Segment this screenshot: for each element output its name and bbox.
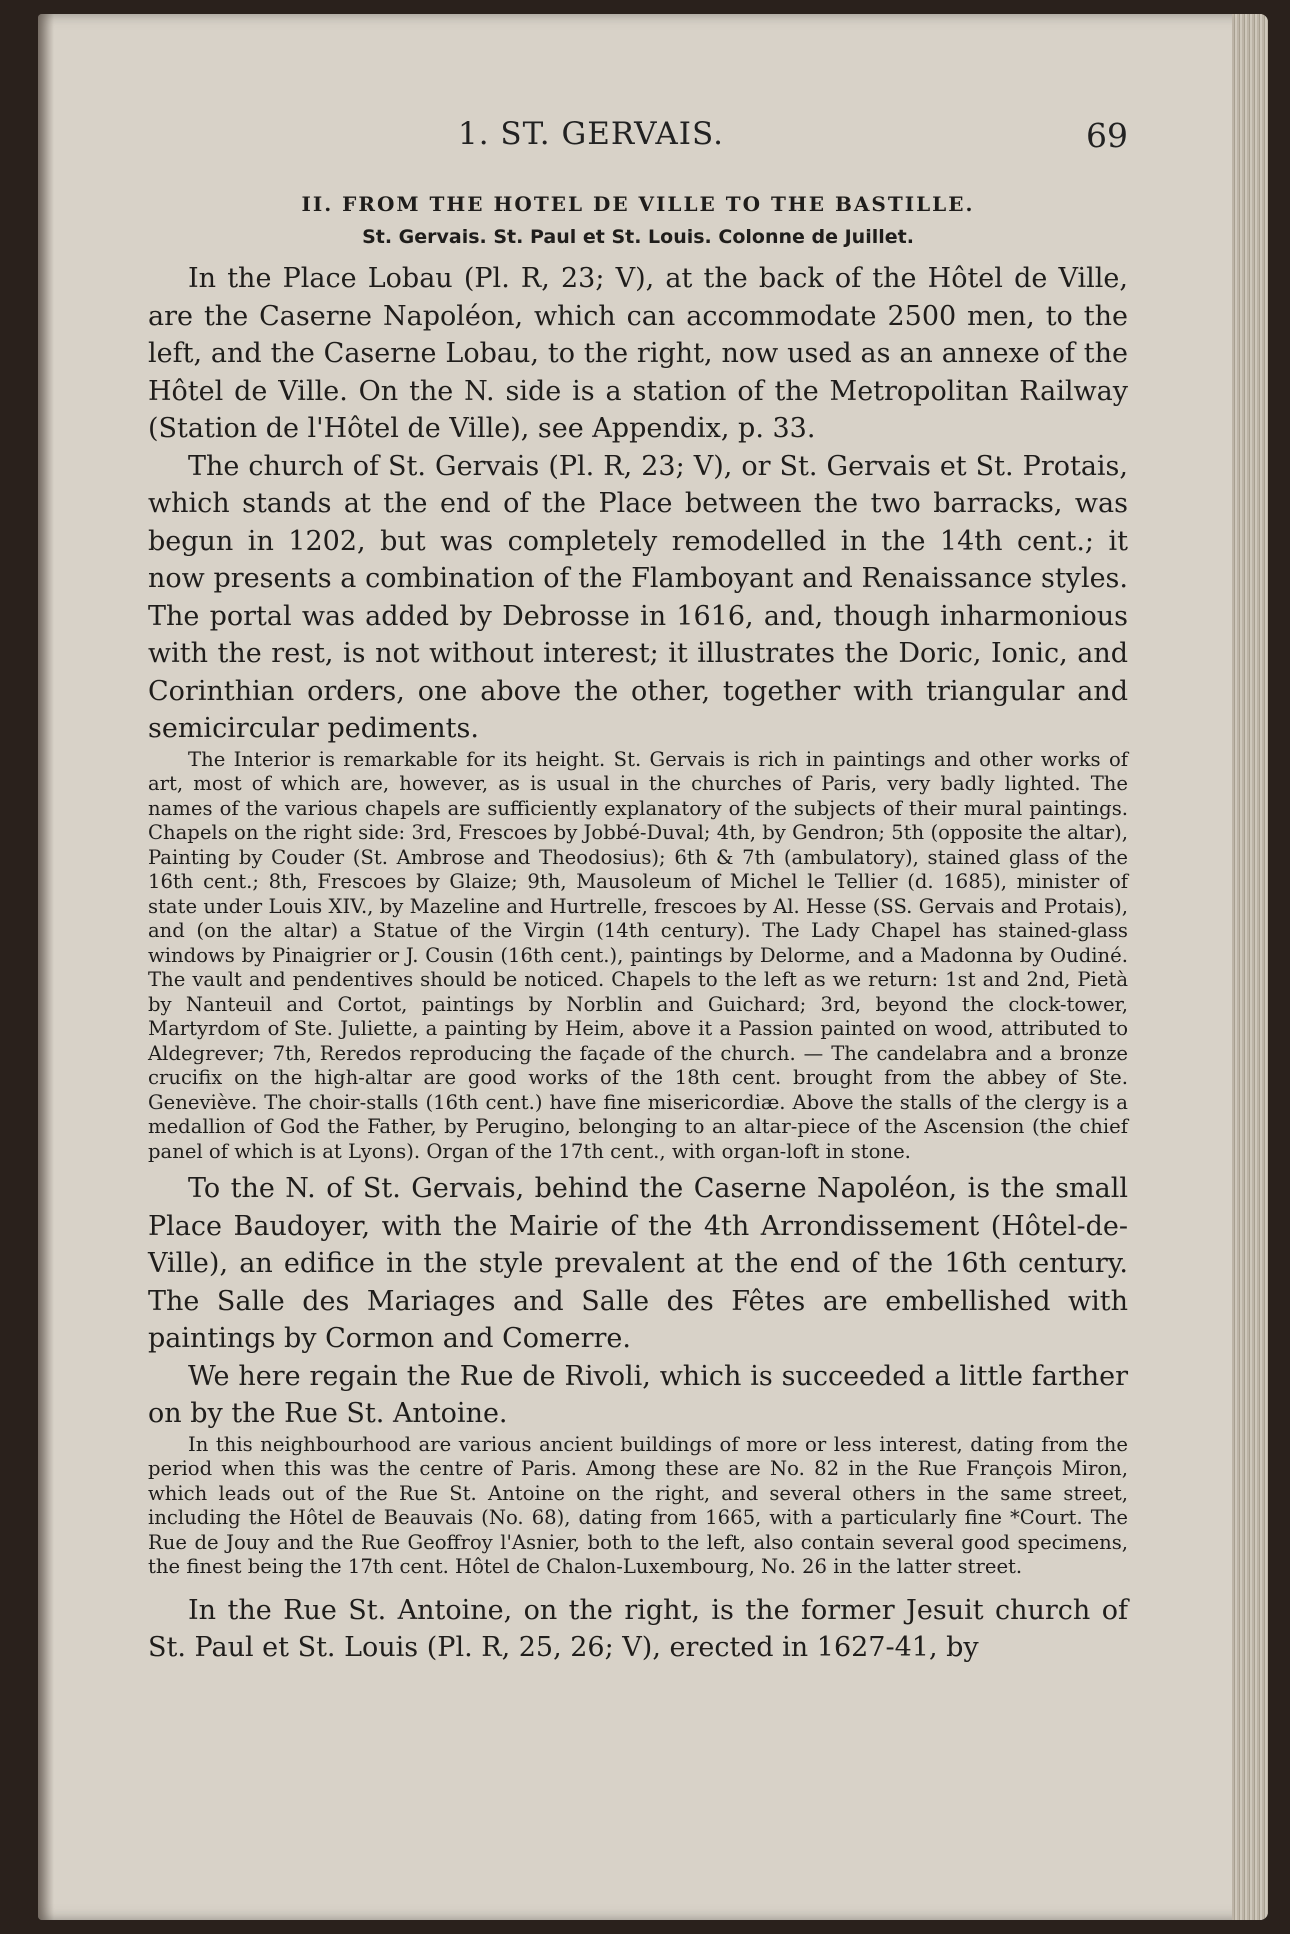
paragraph-place-lobau: In the Place Lobau (Pl. R, 23; V), at the back of the Hôtel de Ville, are the Caserne Napoléon, which can accommodate 2500 men, to the left, and the Caserne Lobau, to the right, now used as an annexe of the Hôtel de Ville. On the N. side is a station of the Metropolitan Railway (Station de l'Hôtel de Ville), see Appendix, p. 33.	[148, 263, 1128, 444]
paragraph-neighbourhood: In this neighbourhood are various ancient buildings of more or less interest, dating from the period when this was the centre of Paris. Among these are No. 82 in the Rue François Miron, which leads out of the Rue St. Antoine on the right, and several others in the same street, including the Hôtel de Beauvais (No. 68), dating from 1665, with a particularly fine *Court. The Rue de Jouy and the Rue Geoffroy l'Asnier, both to the left, also contain several good specimens, the finest being the 17th cent. Hôtel de Chalon-Luxembourg, No. 26 in the latter street.	[148, 1432, 1128, 1578]
paragraph-rue-de-rivoli: We here regain the Rue de Rivoli, which is succeeded a little farther on by the Rue St. Antoine.	[148, 1360, 1128, 1429]
paragraph-interior: The Interior is remarkable for its height. St. Gervais is rich in paintings and other works of art, most of which are, however, as is usual in the churches of Paris, very badly lighted. The names of the various chapels are sufficiently explanatory of the subjects of their mural paintings. Chapels on the right side: 3rd, Frescoes by Jobbé-Duval; 4th, by Gendron; 5th (opposite the altar), Painting by Couder (St. Ambrose and Theodosius); 6th & 7th (ambulatory), stained glass of the 16th cent.; 8th, Frescoes by Glaize; 9th, Mausoleum of Michel le Tellier (d. 1685), minister of state under Louis XIV., by Mazeline and Hurtrelle, frescoes by Al. Hesse (SS. Gervais and Protais), and (on the altar) a Statue of the Virgin (14th century). The Lady Chapel has stained-glass windows by Pinaigrier or J. Cousin (16th cent.), paintings by Delorme, and a Madonna by Oudiné. The vault and pendentives should be noticed. Chapels to the left as we return: 1st and 2nd, Pietà by Nanteuil and Cortot, paintings by Norblin and Guichard; 3rd, beyond the clock-tower, Martyrdom of Ste. Juliette, a painting by Heim, above it a Passion painted on wood, attributed to Aldegrever; 7th, Reredos reproducing the façade of the church. — The candelabra and a bronze crucifix on the high-altar are good works of the 18th cent. brought from the abbey of Ste. Geneviève. The choir-stalls (16th cent.) have fine misericordiæ. Above the stalls of the clergy is a medallion of God the Father, by Perugino, belonging to an altar-piece of the Ascension (the chief panel of which is at Lyons). Organ of the 17th cent., with organ-loft in stone.	[148, 747, 1128, 1163]
section-subtitle: St. Gervais. St. Paul et St. Louis. Colonne de Juillet.	[362, 226, 914, 248]
paragraph-st-paul: In the Rue St. Antoine, on the right, is the former Jesuit church of St. Paul et St. Louis (Pl. R, 25, 26; V), erected in 1627-41, by	[148, 1594, 1128, 1663]
spacer	[148, 1580, 1128, 1592]
paragraph-st-gervais: The church of St. Gervais (Pl. R, 23; V), or St. Gervais et St. Protais, which stands at the end of the Place between the two barracks, was begun in 1202, but was completely remodelled in the 14th cent.; it now presents a combination of the Flamboyant and Renaissance styles. The portal was added by Debrosse in 1616, and, though inharmonious with the rest, is not without interest; it illustrates the Doric, Ionic, and Corinthian orders, one above the other, together with triangular and semicircular pediments.	[148, 450, 1128, 744]
book-page	[38, 14, 1268, 1920]
running-head	[38, 116, 1128, 162]
page-edge-stack	[1232, 14, 1268, 1920]
page-gutter-shadow	[38, 14, 54, 1920]
paragraph-place-baudoyer: To the N. of St. Gervais, behind the Caserne Napoléon, is the small Place Baudoyer, with the Mairie of the 4th Arrondissement (Hôtel-de-Ville), an edifice in the style prevalent at the end of the 16th century. The Salle des Mariages and Salle des Fêtes are embellished with paintings by Cormon and Comerre.	[148, 1173, 1128, 1354]
section-title: II. FROM THE HOTEL DE VILLE TO THE BASTILLE.	[301, 192, 975, 216]
page-content	[148, 180, 1128, 1667]
page-number: 69	[1086, 116, 1128, 155]
running-title: 1. ST. GERVAIS.	[458, 116, 725, 152]
